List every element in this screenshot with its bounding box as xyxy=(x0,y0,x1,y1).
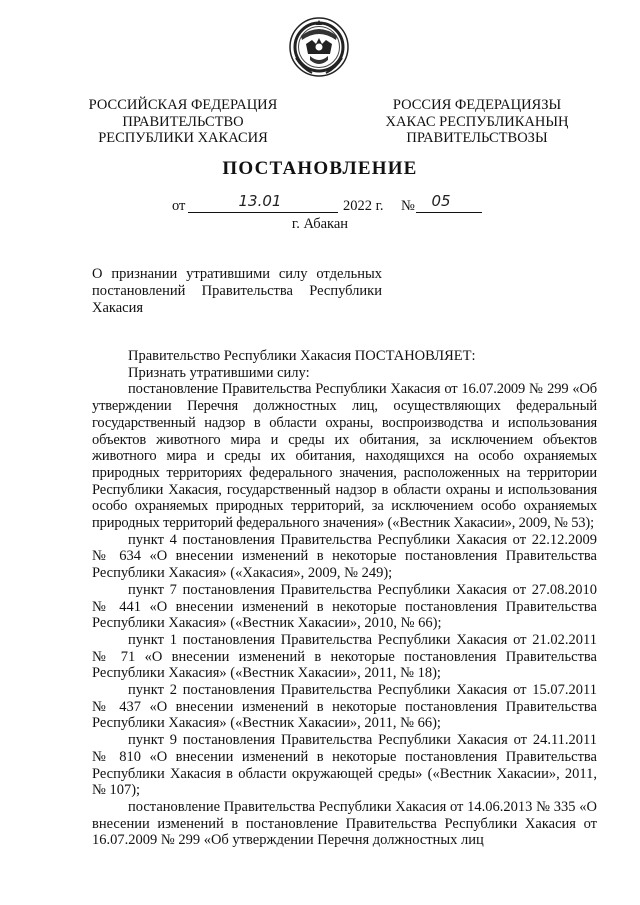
date-number-line xyxy=(0,192,640,218)
date-year: 2022 г. xyxy=(343,198,384,214)
header-right-line-2: ХАКАС РЕСПУБЛИКАНЫҢ xyxy=(385,113,569,130)
body-paragraph: постановление Правительства Республики Хакасия от 14.06.2013 № 335 «О внесении изменений в постановление Правительства Республики Хакасия от 16.07.2009 № 299 «Об утверждении Перечня должностных лиц xyxy=(92,798,597,849)
header-right-line-3: ПРАВИТЕЛЬСТВОЗЫ xyxy=(406,130,548,146)
header-right-line-1: РОССИЯ ФЕДЕРАЦИЯЗЫ xyxy=(392,97,562,113)
body-paragraph: постановление Правительства Республики Хакасия от 16.07.2009 № 299 «Об утверждении Перечня должностных лиц, осуществляющих федеральный государственный надзор в области охраны, воспроизводства и использования объектов животного мира и среды их обитания, за исключением объектов животного мира и среды их обитания, находящихся на особо охраняемых природных территориях федерального значения, расположенных на территории Республики Хакасия, государственный надзор в области охраны и использования особо охраняемых природных территорий, за исключением особо охраняемых природных территорий федерального значения» («Вестник Хакасии», 2009, № 53); xyxy=(92,381,597,532)
header-right-block xyxy=(362,97,592,147)
body-paragraph: пункт 7 постановления Правительства Республики Хакасия от 27.08.2010 № 441 «О внесении изменений в некоторые постановления Правительства Республики Хакасия» («Вестник Хакасии», 2010, № 66); xyxy=(92,581,597,632)
handwritten-date: 13.01 xyxy=(238,192,282,210)
body-paragraph: Правительство Республики Хакасия ПОСТАНОВЛЯЕТ: xyxy=(128,348,476,364)
header-left-line-3: РЕСПУБЛИКИ ХАКАСИЯ xyxy=(98,130,268,146)
document-title: ПОСТАНОВЛЕНИЕ xyxy=(222,158,418,179)
header-left-line-1: РОССИЙСКАЯ ФЕДЕРАЦИЯ xyxy=(88,97,278,113)
body-paragraph: пункт 1 постановления Правительства Республики Хакасия от 21.02.2011 № 71 «О внесении изменений в некоторые постановления Правительства Республики Хакасия» («Вестник Хакасии», 2011, № 18); xyxy=(92,631,597,682)
coat-of-arms-emblem xyxy=(288,16,350,78)
header-left-block xyxy=(68,97,298,147)
document-subject: О признании утратившими силу отдельных постановлений Правительства Республики Хакасия xyxy=(92,266,382,316)
number-sign: № xyxy=(401,198,415,214)
body-paragraph: пункт 4 постановления Правительства Республики Хакасия от 22.12.2009 № 634 «О внесении изменений в некоторые постановления Правительства Республики Хакасия» («Хакасия», 2009, № 249); xyxy=(92,531,597,582)
city-line: г. Абакан xyxy=(291,216,349,232)
body-paragraph: пункт 9 постановления Правительства Республики Хакасия от 24.11.2011 № 810 «О внесении изменений в некоторые постановления Правительства Республики Хакасия в области окружающей среды» («Вестник Хакасии», 2011, № 107); xyxy=(92,732,597,799)
body-paragraph: пункт 2 постановления Правительства Республики Хакасия от 15.07.2011 № 437 «О внесении изменений в некоторые постановления Правительства Республики Хакасия» («Вестник Хакасии», 2011, № 66); xyxy=(92,682,597,732)
handwritten-number: 05 xyxy=(431,192,451,210)
date-underline xyxy=(188,212,338,213)
date-from-label: от xyxy=(172,198,186,214)
body-paragraph: Признать утратившими силу: xyxy=(128,364,310,381)
header-left-line-2: ПРАВИТЕЛЬСТВО xyxy=(122,113,244,130)
number-underline xyxy=(416,212,482,213)
document-body xyxy=(92,348,597,849)
